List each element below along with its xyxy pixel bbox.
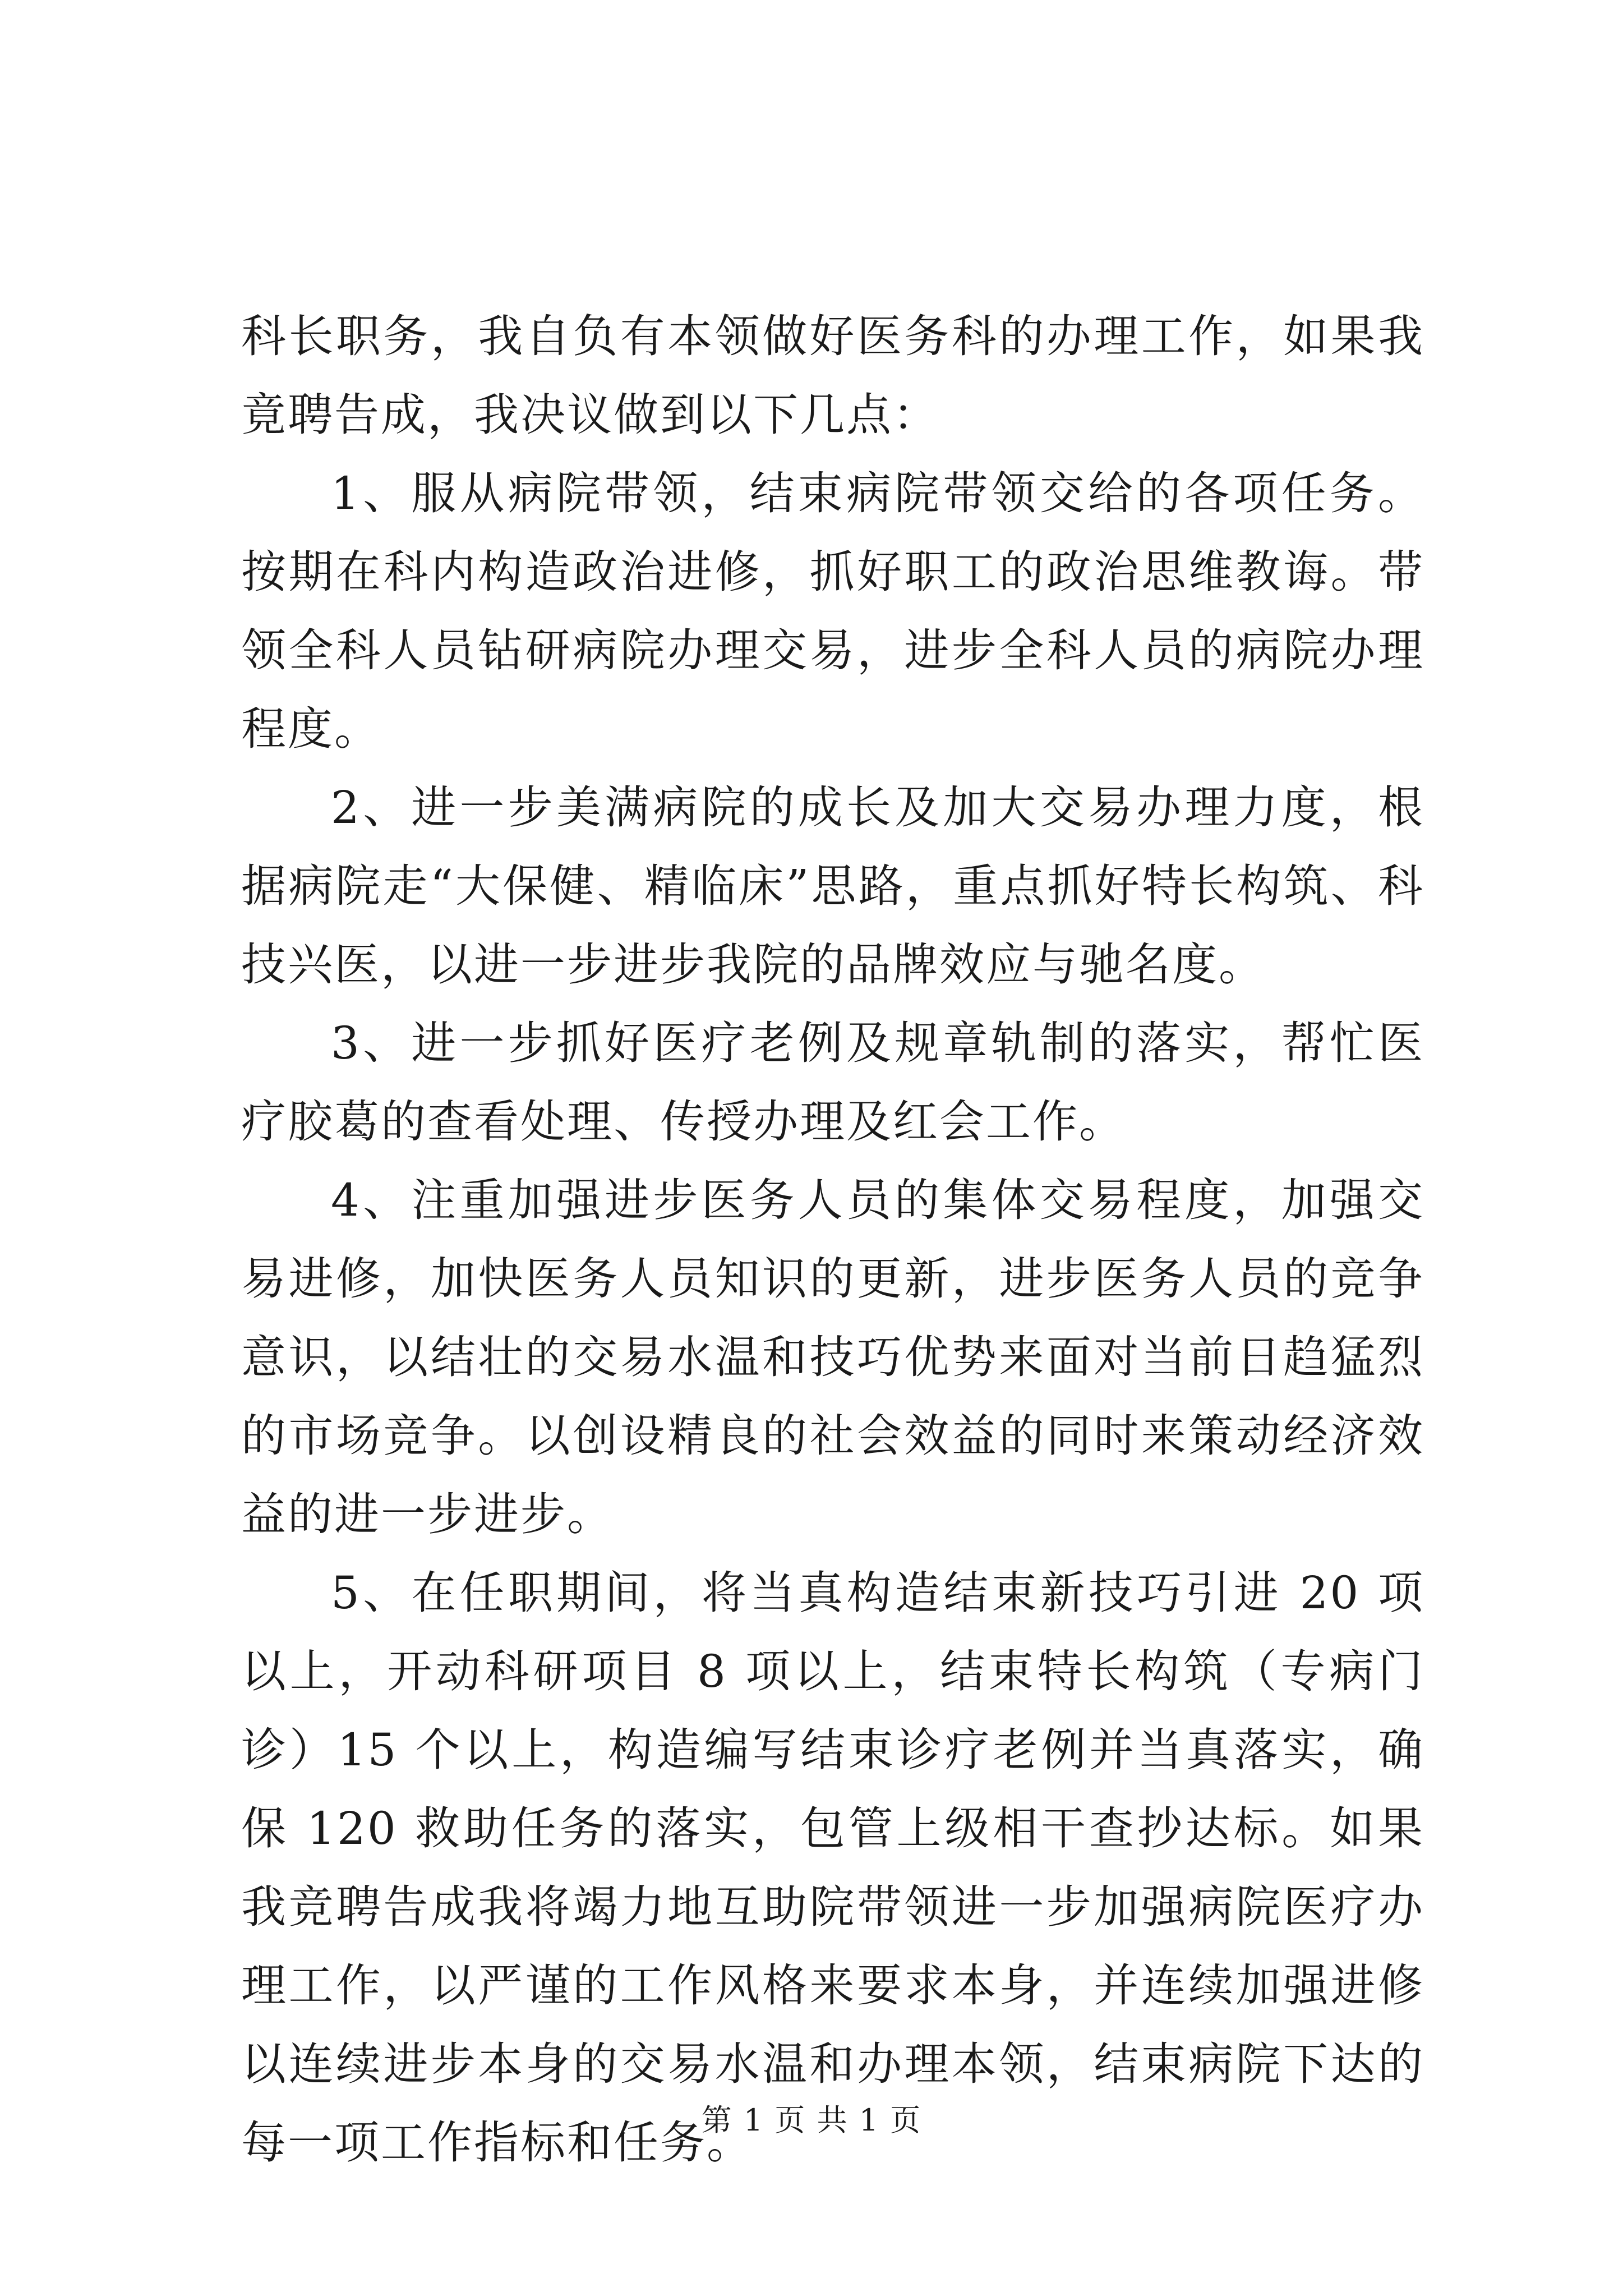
paragraph-item-5: 5、在任职期间，将当真构造结束新技巧引进 20 项以上，开动科研项目 8 项以上，结束特长构筑（专病门诊）15 个以上，构造编写结束诊疗老例并当真落实，确保 120 救助任务的落实，包管上级相干查抄达标。如果我竞聘告成我将竭力地互助院带领进一步加强病院医疗办理工作，以严谨的工作风格来要求本身，并连续加强进修以连续进步本身的交易水温和办理本领，结束病院下达的每一项工作指标和任务。 (241, 1567, 1424, 2169)
paragraph-item-2: 2、进一步美满病院的成长及加大交易办理力度，根据病院走“大保健、精临床”思路，重点抓好特长构筑、科技兴医，以进一步进步我院的品牌效应与驰名度。 (241, 781, 1424, 991)
document-body (241, 297, 1424, 2182)
paragraph-opening: 科长职务，我自负有本领做好医务科的办理工作，如果我竟聘告成，我决议做到以下几点： (241, 310, 1424, 441)
page-footer: 第 1 页 共 1 页 (701, 2102, 922, 2138)
paragraph-item-3: 3、进一步抓好医疗老例及规章轨制的落实，帮忙医疗胶葛的查看处理、传授办理及红会工作。 (241, 1017, 1424, 1148)
paragraph-item-4: 4、注重加强进步医务人员的集体交易程度，加强交易进修，加快医务人员知识的更新，进步医务人员的竞争意识，以结壮的交易水温和技巧优势来面对当前日趋猛烈的市场竞争。以创设精良的社会效益的同时来策动经济效益的进一步进步。 (241, 1174, 1424, 1540)
paragraph-item-1: 1、服从病院带领，结束病院带领交给的各项任务。按期在科内构造政治进修，抓好职工的政治思维教诲。带领全科人员钻研病院办理交易，进步全科人员的病院办理程度。 (241, 467, 1424, 755)
